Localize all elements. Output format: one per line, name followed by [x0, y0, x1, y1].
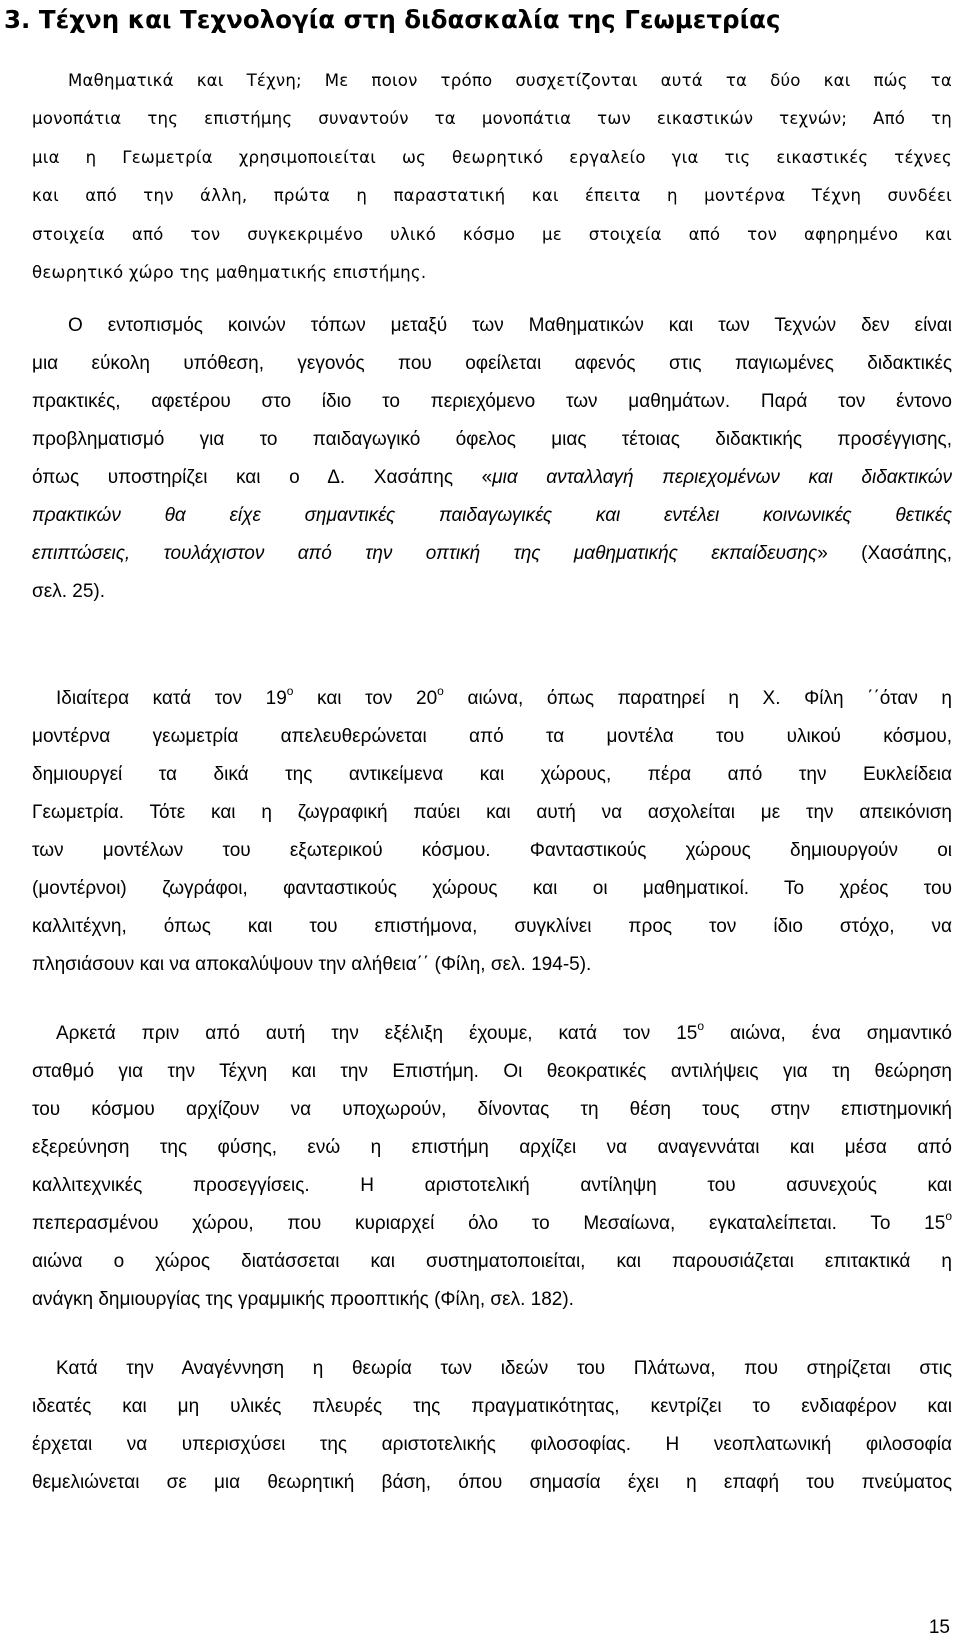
text-line: καλλιτεχνικές προσεγγίσεις. Η αριστοτελική αντίληψη του ασυνεχούς και: [32, 1175, 952, 1196]
text-line: καλλιτέχνη, όπως και του επιστήμονα, συγκλίνει προς τον ίδιο στόχο, να: [32, 916, 952, 937]
superscript: ο: [437, 684, 444, 698]
text-run: Αρκετά πριν από αυτή την εξέλιξη έχουμε, κατά τον 15: [56, 1023, 698, 1044]
text-line: σταθμό για την Τέχνη και την Επιστήμη. Οι θεοκρατικές αντιλήψεις για τη θεώρηση: [32, 1061, 952, 1082]
text-line: μια εύκολη υπόθεση, γεγονός που οφείλεται αφενός στις παγιωμένες διδακτικές: [32, 353, 952, 374]
text-line: Κατά την Αναγέννηση η θεωρία των ιδεών του Πλάτωνα, που στηρίζεται στις: [56, 1358, 952, 1379]
text-line: [32, 465, 952, 490]
text-line: ανάγκη δημιουργίας της γραμμικής προοπτικής (Φίλη, σελ. 182).: [32, 1289, 574, 1310]
text-line: [56, 1021, 952, 1046]
text-line: στοιχεία από τον συγκεκριμένο υλικό κόσμο με στοιχεία από τον αφηρημένο και: [32, 225, 952, 244]
text-run: αιώνα, ένα σημαντικό: [704, 1023, 952, 1044]
quote-line: πρακτικών θα είχε σημαντικές παιδαγωγικές και εντέλει κοινωνικές θετικές: [32, 505, 952, 526]
text-line: [56, 686, 952, 711]
text-line: πλησιάσουν και να αποκαλύψουν την αλήθεια΄΄ (Φίλη, σελ. 194-5).: [32, 954, 592, 975]
text-line: μοντέρνα γεωμετρία απελευθερώνεται από τα μοντέλα του υλικού κόσμου,: [32, 726, 952, 747]
text-line: δημιουργεί τα δικά της αντικείμενα και χώρους, πέρα από την Ευκλείδεια: [32, 764, 952, 785]
text-line: έρχεται να υπερισχύσει της αριστοτελικής φιλοσοφίας. Η νεοπλατωνική φιλοσοφία: [32, 1434, 952, 1455]
text-line: μια η Γεωμετρία χρησιμοποιείται ως θεωρητικό εργαλείο για τις εικαστικές τέχνες: [32, 148, 952, 167]
text-line: του κόσμου αρχίζουν να υποχωρούν, δίνοντας τη θέση τους στην επιστημονική: [32, 1099, 952, 1120]
quote-text: μια ανταλλαγή περιεχομένων και διδακτικών: [492, 467, 952, 488]
text-run: και τον 20: [293, 688, 438, 709]
superscript: ο: [697, 1019, 705, 1033]
text-run: αιώνα, όπως παρατηρεί η Χ. Φίλη ΄΄όταν η: [443, 688, 952, 709]
text-line: εξερεύνηση της φύσης, ενώ η επιστήμη αρχίζει να αναγεννάται και μέσα από: [32, 1137, 952, 1158]
superscript: ο: [286, 684, 294, 698]
text-line: αιώνα ο χώρος διατάσσεται και συστηματοποιείται, και παρουσιάζεται επιτακτικά η: [32, 1251, 952, 1272]
text-line: μονοπάτια της επιστήμης συναντούν τα μονοπάτια των εικαστικών τεχνών; Από τη: [32, 109, 952, 128]
quote-text: επιπτώσεις, τουλάχιστον από την οπτική της μαθηματικής εκπαίδευσης: [32, 543, 818, 564]
superscript: ο: [945, 1209, 952, 1223]
text-line: (μοντέρνοι) ζωγράφοι, φανταστικούς χώρους και οι μαθηματικοί. Το χρέος του: [32, 878, 952, 899]
text-line: [32, 541, 952, 566]
text-line: των μοντέλων του εξωτερικού κόσμου. Φανταστικούς χώρους δημιουργούν οι: [32, 840, 952, 861]
text-line: σελ. 25).: [32, 581, 105, 602]
text-line: θεμελιώνεται σε μια θεωρητική βάση, όπου σημασία έχει η επαφή του πνεύματος: [32, 1472, 952, 1493]
text-line: Μαθηματικά και Τέχνη; Με ποιον τρόπο συσχετίζονται αυτά τα δύο και πώς τα: [68, 71, 952, 90]
text-line: και από την άλλη, πρώτα η παραστατική και έπειτα η μοντέρνα Τέχνη συνδέει: [32, 186, 952, 205]
text-line: [32, 1211, 952, 1236]
section-heading: 3. Τέχνη και Τεχνολογία στη διδασκαλία της Γεωμετρίας: [4, 5, 781, 34]
text-line: πρακτικές, αφετέρου στο ίδιο το περιεχόμενο των μαθημάτων. Παρά τον έντονο: [32, 391, 952, 412]
text-line: Ο εντοπισμός κοινών τόπων μεταξύ των Μαθηματικών και των Τεχνών δεν είναι: [68, 315, 952, 336]
page-number: 15: [928, 1617, 950, 1638]
text-line: θεωρητικό χώρο της μαθηματικής επιστήμης.: [32, 263, 427, 282]
text-run: πεπερασμένου χώρου, που κυριαρχεί όλο το Μεσαίωνα, εγκαταλείπεται. Το 15: [32, 1213, 946, 1234]
text-run: όπως υποστηρίζει και ο Δ. Χασάπης «: [32, 467, 493, 488]
text-line: προβληματισμό για το παιδαγωγικό όφελος μιας τέτοιας διδακτικής προσέγγισης,: [32, 429, 952, 450]
text-line: ιδεατές και μη υλικές πλευρές της πραγματικότητας, κεντρίζει το ενδιαφέρον και: [32, 1396, 952, 1417]
text-line: Γεωμετρία. Τότε και η ζωγραφική παύει και αυτή να ασχολείται με την απεικόνιση: [32, 802, 952, 823]
text-run: Ιδιαίτερα κατά τον 19: [56, 688, 287, 709]
text-run: » (Χασάπης,: [817, 543, 952, 564]
